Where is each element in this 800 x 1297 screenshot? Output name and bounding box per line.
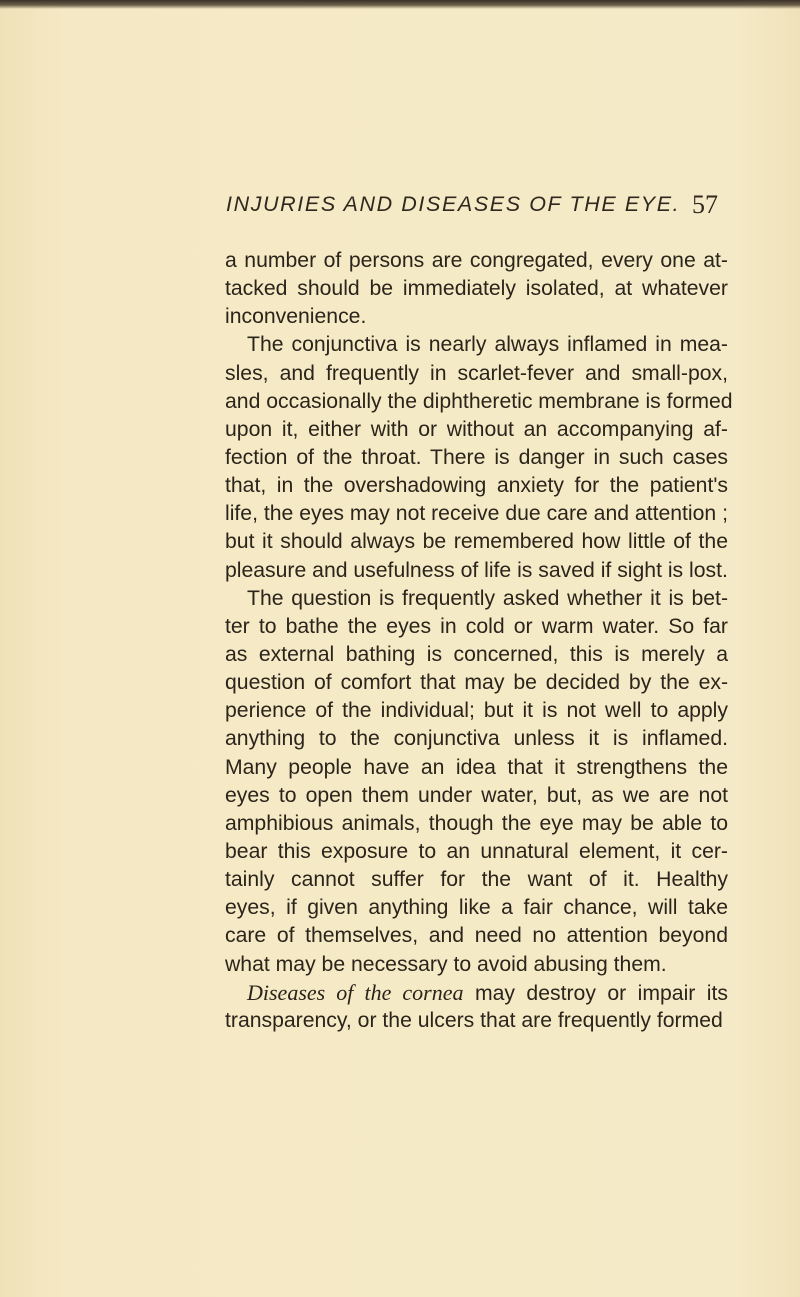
text-line: as external bathing is concerned, this is merely a bbox=[225, 642, 728, 666]
text-line: tacked should be immediately isolated, at whatever bbox=[225, 277, 728, 301]
text-line: question of comfort that may be decided by the ex- bbox=[225, 671, 728, 695]
text-line: inconvenience. bbox=[225, 305, 367, 329]
text-line: care of themselves, and need no attention beyond bbox=[225, 924, 728, 948]
text-line: eyes, if given anything like a fair chance, will take bbox=[225, 896, 728, 920]
text-line: what may be necessary to avoid abusing them. bbox=[225, 952, 667, 976]
text-line: ter to bathe the eyes in cold or warm water. So far bbox=[225, 614, 728, 638]
text-line: eyes to open them under water, but, as we are not bbox=[225, 783, 728, 807]
text-line: tainly cannot suffer for the want of it. Healthy bbox=[225, 868, 728, 892]
text-line: and occasionally the diphtheretic membrane is formed bbox=[225, 389, 733, 413]
body-text bbox=[225, 247, 733, 1035]
text-line: amphibious animals, though the eye may be able to bbox=[225, 811, 728, 835]
text-line: transparency, or the ulcers that are frequently formed bbox=[225, 1008, 723, 1032]
text-line: The conjunctiva is nearly always inflamed in mea- bbox=[247, 333, 728, 357]
text-line: The question is frequently asked whether it is bet- bbox=[247, 586, 728, 610]
section-lead-italic: Diseases of the cornea bbox=[247, 979, 464, 1005]
text-line: sles, and frequently in scarlet-fever and small-pox, bbox=[225, 361, 728, 385]
text-line: a number of persons are congregated, every one at- bbox=[225, 249, 728, 272]
page-top-edge bbox=[0, 0, 800, 9]
text-line: fection of the throat. There is danger in such cases bbox=[225, 445, 728, 469]
text-line bbox=[225, 979, 728, 1007]
page-number: 57 bbox=[692, 190, 718, 219]
running-title: INJURIES AND DISEASES OF THE EYE. bbox=[226, 192, 681, 216]
text-line: bear this exposure to an unnatural element, it cer- bbox=[225, 839, 728, 863]
running-head bbox=[226, 192, 726, 224]
section-lead-rest: may destroy or impair its bbox=[463, 981, 728, 1005]
text-line: life, the eyes may not receive due care and attention ; bbox=[225, 502, 728, 526]
text-line: anything to the conjunctiva unless it is inflamed. bbox=[225, 727, 728, 751]
text-line: Many people have an idea that it strengthens the bbox=[225, 755, 728, 779]
text-line: perience of the individual; but it is not well to apply bbox=[225, 699, 728, 723]
text-line: that, in the overshadowing anxiety for the patient's bbox=[225, 474, 728, 498]
text-line: pleasure and usefulness of life is saved if sight is lost. bbox=[225, 558, 728, 582]
text-line: but it should always be remembered how little of the bbox=[225, 530, 728, 554]
text-line: upon it, either with or without an accompanying af- bbox=[225, 417, 728, 441]
